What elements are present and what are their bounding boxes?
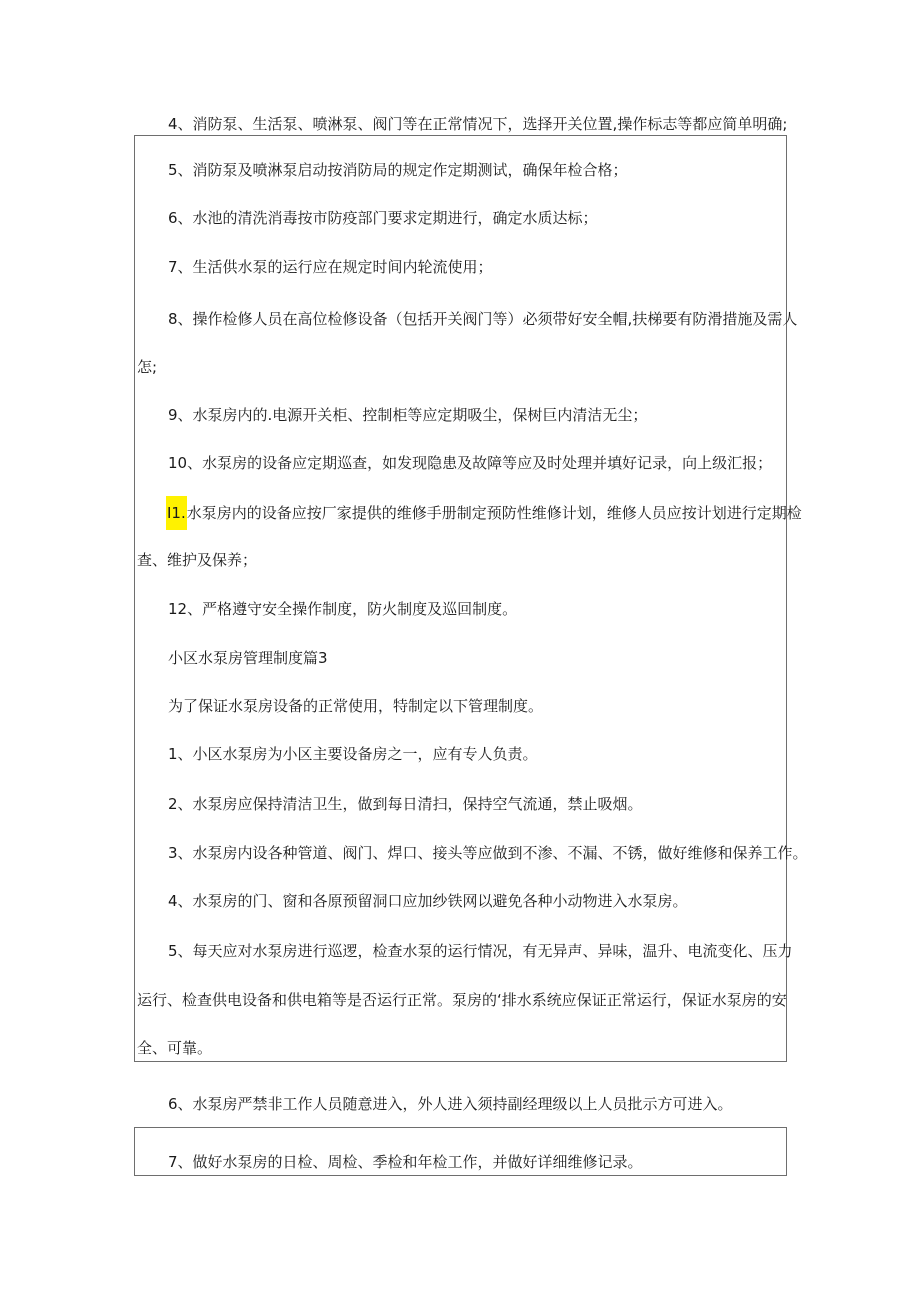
text-line-22: 7、做好水泵房的日检、周检、季检和年检工作，并做好详细维修记录。 — [168, 1153, 643, 1171]
text-line-11: 12、严格遵守安全操作制度，防火制度及巡回制度。 — [168, 600, 518, 618]
text-line-1: 4、消防泵、生活泵、喷淋泵、阀门等在正常情况下，选择开关位置,操作标志等都应简单明确; — [168, 115, 788, 133]
text-line-8: 10、水泵房的设备应定期巡查，如发现隐患及故障等应及时处理并填好记录，向上级汇报； — [168, 454, 773, 472]
section-heading: 小区水泵房管理制度篇3 — [168, 649, 328, 667]
text-line-19: 运行、检查供电设备和供电箱等是否运行正常。泵房的‘排水系统应保证正常运行，保证水泵房的安 — [137, 991, 787, 1009]
text-line-3: 6、水池的清洗消毒按市防疫部门要求定期进行，确定水质达标； — [168, 209, 598, 227]
text-line-2: 5、消防泵及喷淋泵启动按消防局的规定作定期测试，确保年检合格； — [168, 161, 628, 179]
text-line-18: 5、每天应对水泵房进行巡逻，检查水泵的运行情况，有无异声、异味，温升、电流变化、压力 — [168, 942, 793, 960]
text-line-4: 7、生活供水泵的运行应在规定时间内轮流使用； — [168, 258, 493, 276]
text-line-16: 3、水泵房内设各种管道、阀门、焊口、接头等应做到不渗、不漏、不锈，做好维修和保养工作。 — [168, 844, 808, 862]
text-line-21: 6、水泵房严禁非工作人员随意进入，外人进入须持副经理级以上人员批示方可进入。 — [168, 1095, 733, 1113]
highlighted-marker: I1. — [166, 496, 187, 530]
text-line-20: 全、可靠。 — [137, 1039, 213, 1057]
text-line-9 — [168, 502, 802, 524]
text-line-10: 查、维护及保养； — [137, 551, 258, 569]
text-line-6: 怎; — [137, 358, 158, 376]
text-line-17: 4、水泵房的门、窗和各原预留洞口应加纱铁网以避免各种小动物进入水泵房。 — [168, 892, 688, 910]
text-line-9-body: 水泵房内的设备应按厂家提供的维修手册制定预防性维修计划，维修人员应按计划进行定期检 — [186, 504, 802, 522]
text-line-5: 8、操作检修人员在高位检修设备（包括开关阀门等）必须带好安全帽,扶梯要有防滑措施及需人 — [168, 310, 798, 328]
text-line-14: 1、小区水泵房为小区主要设备房之一，应有专人负责。 — [168, 745, 538, 763]
text-line-15: 2、水泵房应保持清洁卫生，做到每日清扫，保持空气流通，禁止吸烟。 — [168, 795, 643, 813]
text-line-13: 为了保证水泵房设备的正常使用，特制定以下管理制度。 — [168, 697, 544, 715]
text-line-7: 9、水泵房内的.电源开关柜、控制柜等应定期吸尘，保树巨内清洁无尘； — [168, 406, 648, 424]
